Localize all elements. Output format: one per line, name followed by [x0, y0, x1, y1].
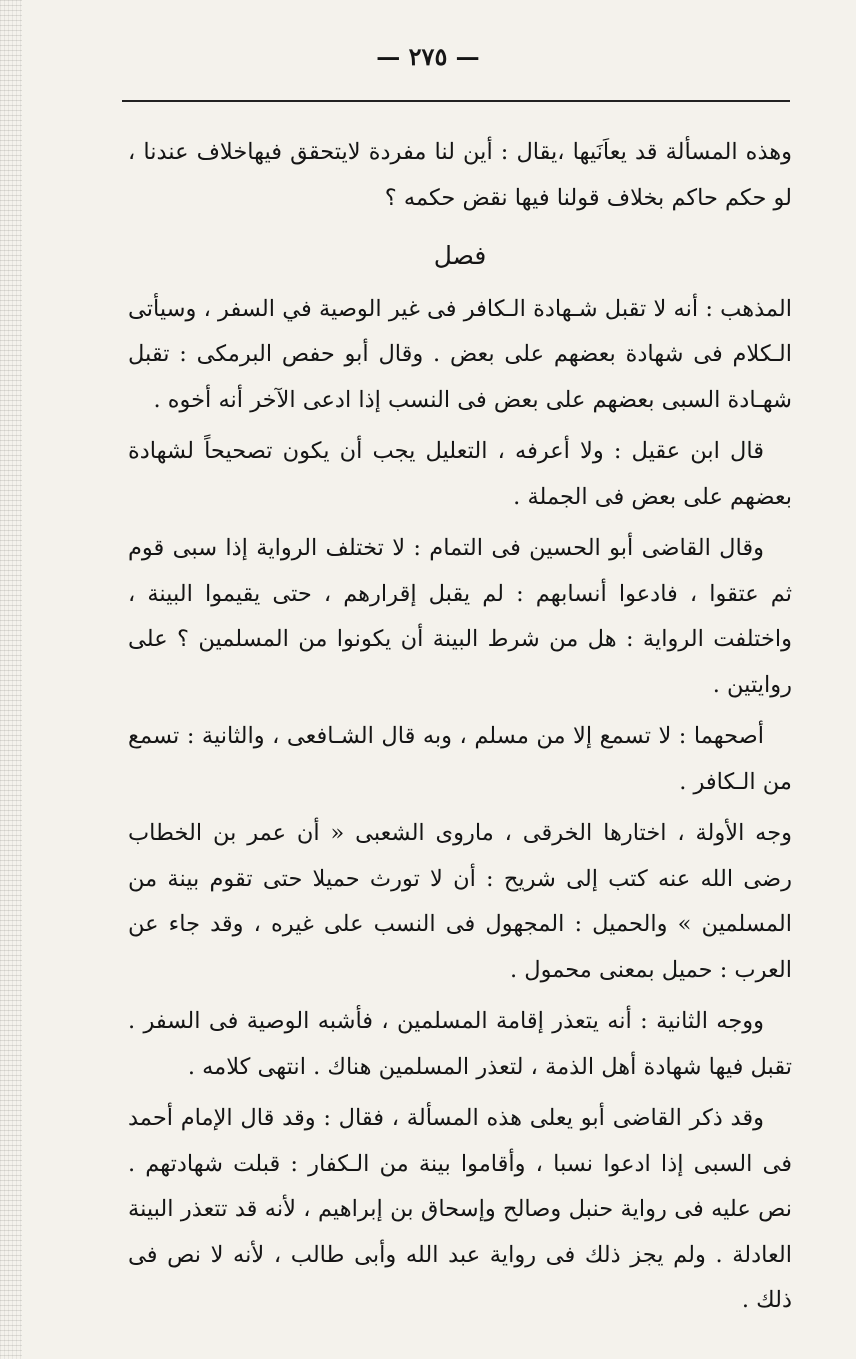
paragraph-6: وجه الأولة ، اختارها الخرقى ، ماروى الشعبى « أن عمر بن الخطاب رضى الله عنه كتب إلى شريح : أن لا تورث حميلا حتى تقوم بينة من المسلمين » والحميل : المجهول فى النسب على غيره ، وقد جاء عن العرب : حميل بمعنى محمول . [128, 820, 792, 983]
paragraph-7: ووجه الثانية : أنه يتعذر إقامة المسلمين ، فأشبه الوصية فى السفر . تقبل فيها شهادة أهل الذمة ، لتعذر المسلمين هناك . انتهى كلامه . [128, 1008, 792, 1080]
scanned-page-edge [0, 0, 22, 1359]
header-rule [122, 100, 790, 102]
paragraph-5: أصحهما : لا تسمع إلا من مسلم ، وبه قال الشـافعى ، والثانية : تسمع من الـكافر . [128, 723, 792, 795]
paragraph-1: وهذه المسألة قد يعاَنَيها ،يقال : أين لنا مفردة لايتحقق فيهاخلاف عندنا ، لو حكم حاكم بخلاف قولنا فيها نقض حكمه ؟ [128, 139, 792, 211]
paragraph-2: المذهب : أنه لا تقبل شـهادة الـكافر فى غير الوصية في السفر ، وسيأتى الـكلام فى شهادة بعضهم على بعض . وقال أبو حفص البرمكى : تقبل شهـادة السبى بعضهم على بعض فى النسب إذا ادعى الآخر أنه أخوه . [128, 295, 792, 413]
paragraph-3: قال ابن عقيل : ولا أعرفه ، التعليل يجب أن يكون تصحيحاً لشهادة بعضهم على بعض فى الجملة . [128, 438, 792, 510]
paragraph-4: وقال القاضى أبو الحسين فى التمام : لا تختلف الرواية إذا سبى قوم ثم عتقوا ، فادعوا أنسابهم : لم يقبل إقرارهم ، حتى يقيموا البينة ، واختلفت الرواية : هل من شرط البينة أن يكونوا من المسلمين ؟ على روايتين . [128, 535, 792, 698]
section-heading: فصل [433, 241, 487, 270]
body-text [128, 130, 792, 1324]
page-number: — ٢٧٥ — [376, 42, 480, 71]
paragraph-8: وقد ذكر القاضى أبو يعلى هذه المسألة ، فقال : وقد قال الإمام أحمد فى السبى إذا ادعوا نسبا ، وأقاموا بينة من الـكفار : قبلت شهادتهم . نص عليه فى رواية حنبل وصالح وإسحاق بن إبراهيم ، لأنه قد تتعذر البينة العادلة . ولم يجز ذلك فى رواية عبد الله وأبى طالب ، لأنه لا نص فى ذلك . [128, 1105, 792, 1313]
